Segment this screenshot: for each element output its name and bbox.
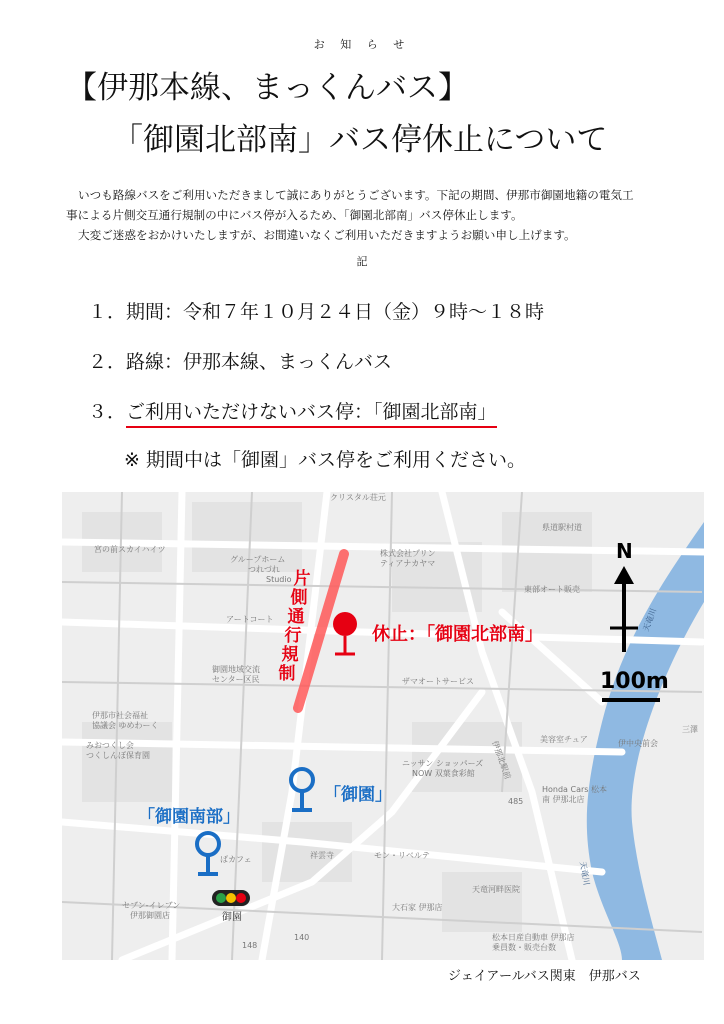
place-label: 松本日産自動車 伊那店 <box>492 933 575 942</box>
place-label: ニッサン ショッパーズ <box>402 759 484 768</box>
place-label: 485 <box>508 797 524 806</box>
place-label: Honda Cars 松本 <box>542 785 607 794</box>
item-route <box>88 347 392 374</box>
route-map <box>62 492 704 960</box>
place-label: ティアナカヤマ <box>380 559 436 568</box>
place-label: Studio <box>266 575 292 584</box>
traffic-signal-icon <box>212 890 250 906</box>
place-label: グループホーム <box>230 555 286 564</box>
place-label: 三澤 <box>682 725 698 734</box>
item-number: １． <box>88 301 127 323</box>
title-line-2: 「御園北部南」バス停休止について <box>112 122 608 158</box>
item-number: ３． <box>88 401 127 423</box>
misono-nanbu-stop-label: 「御園南部」 <box>138 807 240 827</box>
place-label: みおつくし会 <box>86 741 134 750</box>
place-label: つれづれ <box>248 565 280 574</box>
intro-line-3: 大変ご迷惑をおかけいたしますが、お間違いなくご利用いただきますようお願い申し上げます。 <box>78 228 576 242</box>
one-way-label-text: 片側通行規制 <box>278 569 311 684</box>
place-label: ばカフェ <box>220 855 252 864</box>
item-closed-stop <box>88 397 497 424</box>
place-label: モン・リベルテ <box>374 851 430 860</box>
place-label: 伊那北駅前 <box>490 739 513 781</box>
title-line-1: 【伊那本線、まっくんバス】 <box>66 70 469 106</box>
item-number: ２． <box>88 351 127 373</box>
place-label: 天竜河畔医院 <box>472 885 520 894</box>
place-label: 東部オート販売 <box>524 585 580 594</box>
place-label: 美容室チュア <box>540 735 588 744</box>
place-label: センター区民 <box>212 675 260 684</box>
place-label: 伊那御園店 <box>130 911 170 920</box>
place-label: 大石家 伊那店 <box>392 903 443 912</box>
north-label: N <box>616 539 633 563</box>
usage-note: ※ 期間中は「御園」バス停をご利用ください。 <box>124 449 526 471</box>
intro-line-2: 事による片側交互通行規制の中にバス停が入るため、「御園北部南」バス停休止します。 <box>66 208 523 222</box>
item-text: 期間：令和７年１０月２４日（金）９時～１８時 <box>126 301 545 323</box>
place-label: 伊那市社会福祉 <box>92 711 148 720</box>
signal-label: 御園 <box>222 912 242 923</box>
place-label: アートコート <box>226 615 274 624</box>
closed-stop-label: 休止：「御園北部南」 <box>372 624 543 645</box>
footer-operator: ジェイアールバス関東 伊那バス <box>448 969 641 984</box>
place-label: 御園地域交流 <box>212 665 260 674</box>
place-label: 祥雲寺 <box>310 851 334 860</box>
place-label: 天竜川 <box>641 607 659 633</box>
place-label: 宮の前スカイハイツ <box>94 545 166 554</box>
intro-paragraph <box>66 185 666 245</box>
place-label: クリスタル荘元 <box>330 493 386 502</box>
place-label: 伊中央前会 <box>618 739 658 748</box>
misono-stop-label: 「御園」 <box>324 785 392 805</box>
place-label: つくしんぼ保育園 <box>86 751 150 760</box>
map-svg <box>62 492 704 960</box>
place-label: 乗員数・販売台数 <box>492 943 556 952</box>
place-label: 株式会社プリン <box>380 549 436 558</box>
place-label: 南 伊那北店 <box>542 795 585 804</box>
item-text: ご利用いただけないバス停：「御園北部南」 <box>126 401 497 428</box>
scale-label: 100m <box>600 669 669 694</box>
ki-mark: 記 <box>356 255 368 268</box>
intro-line-1: いつも路線バスをご利用いただきまして誠にありがとうございます。下記の期間、伊那市御園地籍の電気工 <box>78 188 634 202</box>
place-label: 県道駅村道 <box>542 523 582 532</box>
place-label: 天竜川 <box>578 860 592 886</box>
place-label: 協議会 ゆめわーく <box>92 721 159 730</box>
notice-header: お 知 ら せ <box>313 38 411 51</box>
item-period <box>88 297 544 324</box>
place-label: 148 <box>242 941 258 950</box>
place-label: 140 <box>294 933 310 942</box>
place-label: NOW 双葉食彩館 <box>412 769 475 778</box>
place-label: ザマオートサービス <box>402 677 474 686</box>
item-text: 路線：伊那本線、まっくんバス <box>126 351 393 373</box>
place-label: セブン-イレブン <box>122 901 181 910</box>
